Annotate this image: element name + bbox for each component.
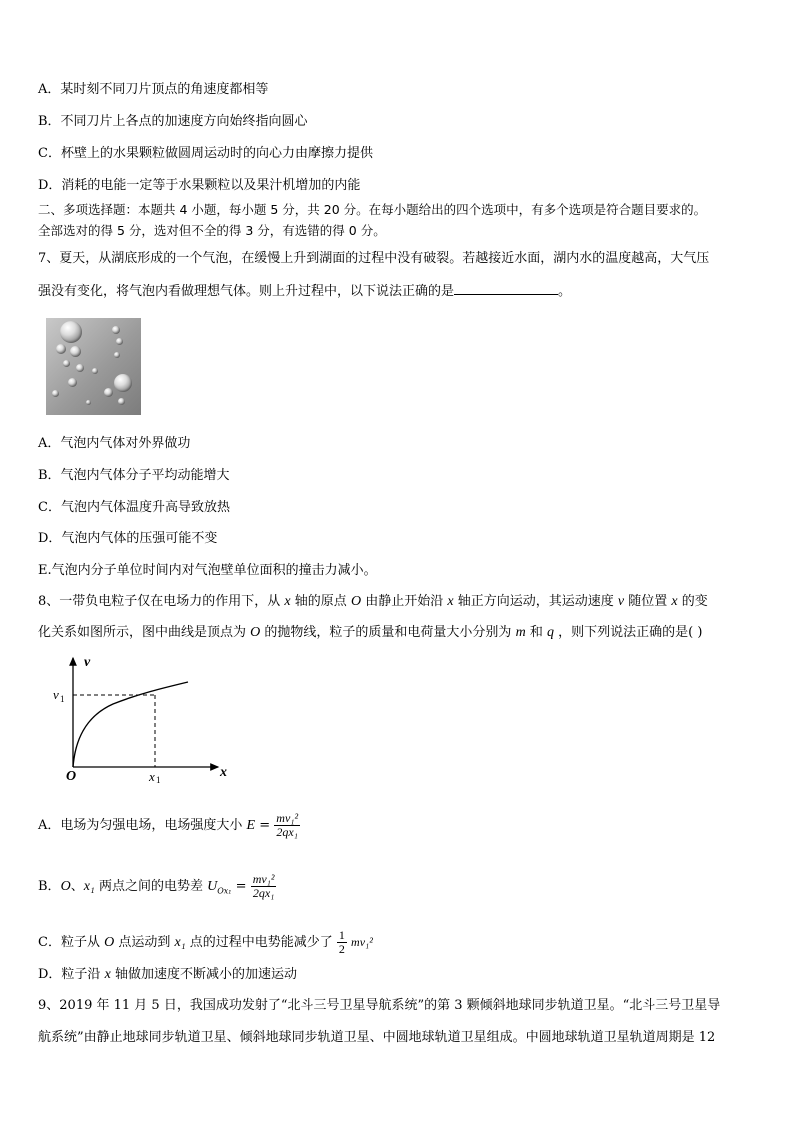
- q8-text: 由静止开始沿: [365, 594, 444, 609]
- fraction-half: [337, 929, 347, 956]
- bubble: [104, 388, 113, 397]
- q8-option-a: [38, 812, 300, 839]
- bubble: [114, 374, 132, 392]
- q8-option-d: [38, 966, 297, 984]
- denominator: 2qx₁: [276, 825, 298, 839]
- q8-option-c-text: C．粒子从: [38, 935, 100, 950]
- v1-label: v: [53, 687, 59, 702]
- U-subscript: Ox₁: [217, 886, 232, 896]
- q8-text: 8、一带负电粒子仅在电场力的作用下，从: [38, 594, 281, 609]
- q9-stem-line1: 9、2019 年 11 月 5 日，我国成功发射了“北斗三号卫星导航系统”的第 3 颗倾斜地球同步轨道卫星。“北斗三号卫星导: [38, 998, 721, 1013]
- bubble: [86, 400, 91, 405]
- bubble: [63, 360, 70, 367]
- q7-option-c: C．气泡内气体温度升高导致放热: [38, 500, 230, 515]
- q6-option-a: A．某时刻不同刀片顶点的角速度都相等: [38, 82, 269, 97]
- q7-stem-text: 强没有变化，将气泡内看做理想气体。则上升过程中，以下说法正确的是: [38, 284, 455, 299]
- origin-label: O: [66, 769, 77, 784]
- bubble: [116, 338, 123, 345]
- section-heading-line1: 二、多项选择题：本题共 4 小题，每小题 5 分，共 20 分。在每小题给出的四个选项中，有多个选项是符合题目要求的。: [38, 202, 707, 217]
- fraction: [274, 812, 300, 839]
- fraction: [251, 873, 277, 900]
- bubble: [76, 364, 84, 372]
- equals: =: [235, 879, 247, 894]
- denominator: 2: [338, 942, 345, 956]
- axis-label-v: v: [84, 655, 91, 670]
- v-x-graph: [48, 652, 240, 784]
- numerator: 1: [338, 928, 345, 942]
- var-E: E: [246, 818, 256, 833]
- var-m: m: [515, 625, 526, 640]
- bubble: [92, 368, 98, 374]
- q9-stem-line2: 航系统”由静止地球同步轨道卫星、倾斜地球同步轨道卫星、中圆地球轨道卫星组成。中圆地球轨道卫星轨道周期是 12: [38, 1030, 716, 1045]
- q7-option-a: A．气泡内气体对外界做功: [38, 436, 191, 451]
- q6-option-b: B．不同刀片上各点的加速度方向始终指向圆心: [38, 114, 308, 129]
- q8-option-c-text: 点的过程中电势能减少了: [189, 935, 333, 950]
- numerator: mv₁²: [252, 872, 275, 886]
- var-x: x: [284, 594, 291, 609]
- q8-text: 随位置: [628, 594, 668, 609]
- x1-label: x: [149, 769, 155, 784]
- bubble: [118, 398, 125, 405]
- bubble: [60, 321, 82, 343]
- var-q: q: [547, 625, 554, 640]
- var-v: v: [617, 594, 625, 609]
- q8-text: ，则下列说法正确的是( ): [558, 625, 703, 640]
- q7-option-e: E.气泡内分子单位时间内对气泡壁单位面积的撞击力减小。: [38, 563, 377, 578]
- q7-stem-line2: [38, 282, 571, 301]
- option-letter: B．: [38, 879, 61, 894]
- bubble: [112, 326, 120, 334]
- bubble: [70, 346, 81, 357]
- q8-option-a-text: A．电场为匀强电场，电场强度大小: [38, 818, 243, 833]
- q8-text: 的变: [681, 594, 708, 609]
- q7-option-d: D．气泡内气体的压强可能不变: [38, 531, 218, 546]
- var-O: O: [350, 594, 362, 609]
- q8-option-b: B．O、x₁ 两点之间的电势差 $U_{Ox_1}$ = $\frac{\text{mv₁²}}{\text{2qx₁}}$: [38, 872, 275, 900]
- numerator: mv₁²: [276, 811, 299, 825]
- var-x: x: [671, 594, 678, 609]
- var-x: x: [104, 967, 111, 982]
- bubble: [52, 390, 59, 397]
- q6-option-c: C．杯壁上的水果颗粒做圆周运动时的向心力由摩擦力提供: [38, 146, 373, 161]
- var-O: O: [60, 879, 71, 894]
- var-x1: x₁: [83, 879, 95, 894]
- bubble: [114, 352, 120, 358]
- x1-subscript: 1: [156, 775, 161, 784]
- bubble: [56, 344, 66, 354]
- answer-blank: [454, 282, 558, 295]
- bubble: [68, 378, 77, 387]
- q8-stem-line2: [38, 624, 702, 642]
- var-x: x: [447, 594, 454, 609]
- q8-option-c: [38, 929, 373, 956]
- q8-option-d-text: D．粒子沿: [38, 967, 101, 982]
- bubbles-photo: [46, 318, 141, 415]
- q8-text: 轴正方向运动，其运动速度: [457, 594, 614, 609]
- q7-option-b: B．气泡内气体分子平均动能增大: [38, 468, 230, 483]
- var-O: O: [104, 935, 115, 950]
- section-heading-line2: 全部选对的得 5 分，选对但不全的得 3 分，有选错的得 0 分。: [38, 223, 386, 238]
- denominator: 2qx₁: [252, 886, 275, 900]
- equals: =: [259, 818, 271, 833]
- q7-stem-end: 。: [558, 284, 572, 299]
- q8-option-b-text: 两点之间的电势差: [98, 879, 203, 894]
- q7-stem-line1: 7、夏天，从湖底形成的一个气泡，在缓慢上升到湖面的过程中没有破裂。若越接近水面，湖内水的温度越高，大气压: [38, 251, 710, 266]
- var-x1: x₁: [174, 935, 186, 950]
- v1-subscript: 1: [60, 694, 65, 704]
- q8-text: 化关系如图所示，图中曲线是顶点为: [38, 625, 247, 640]
- q8-stem-line1: [38, 593, 708, 611]
- var-O: O: [250, 625, 261, 640]
- q8-text: 轴的原点: [294, 594, 347, 609]
- q8-text: 和: [529, 625, 543, 640]
- q6-option-d: D．消耗的电能一定等于水果颗粒以及果汁机增加的内能: [38, 178, 361, 193]
- mv1-squared: mv₁²: [351, 935, 373, 949]
- q8-text: 的抛物线，粒子的质量和电荷量大小分别为: [264, 625, 512, 640]
- q8-option-c-text: 点运动到: [118, 935, 171, 950]
- var-U: U: [207, 879, 218, 894]
- axis-label-x: x: [220, 765, 227, 780]
- q8-option-d-text: 轴做加速度不断减小的加速运动: [114, 967, 297, 982]
